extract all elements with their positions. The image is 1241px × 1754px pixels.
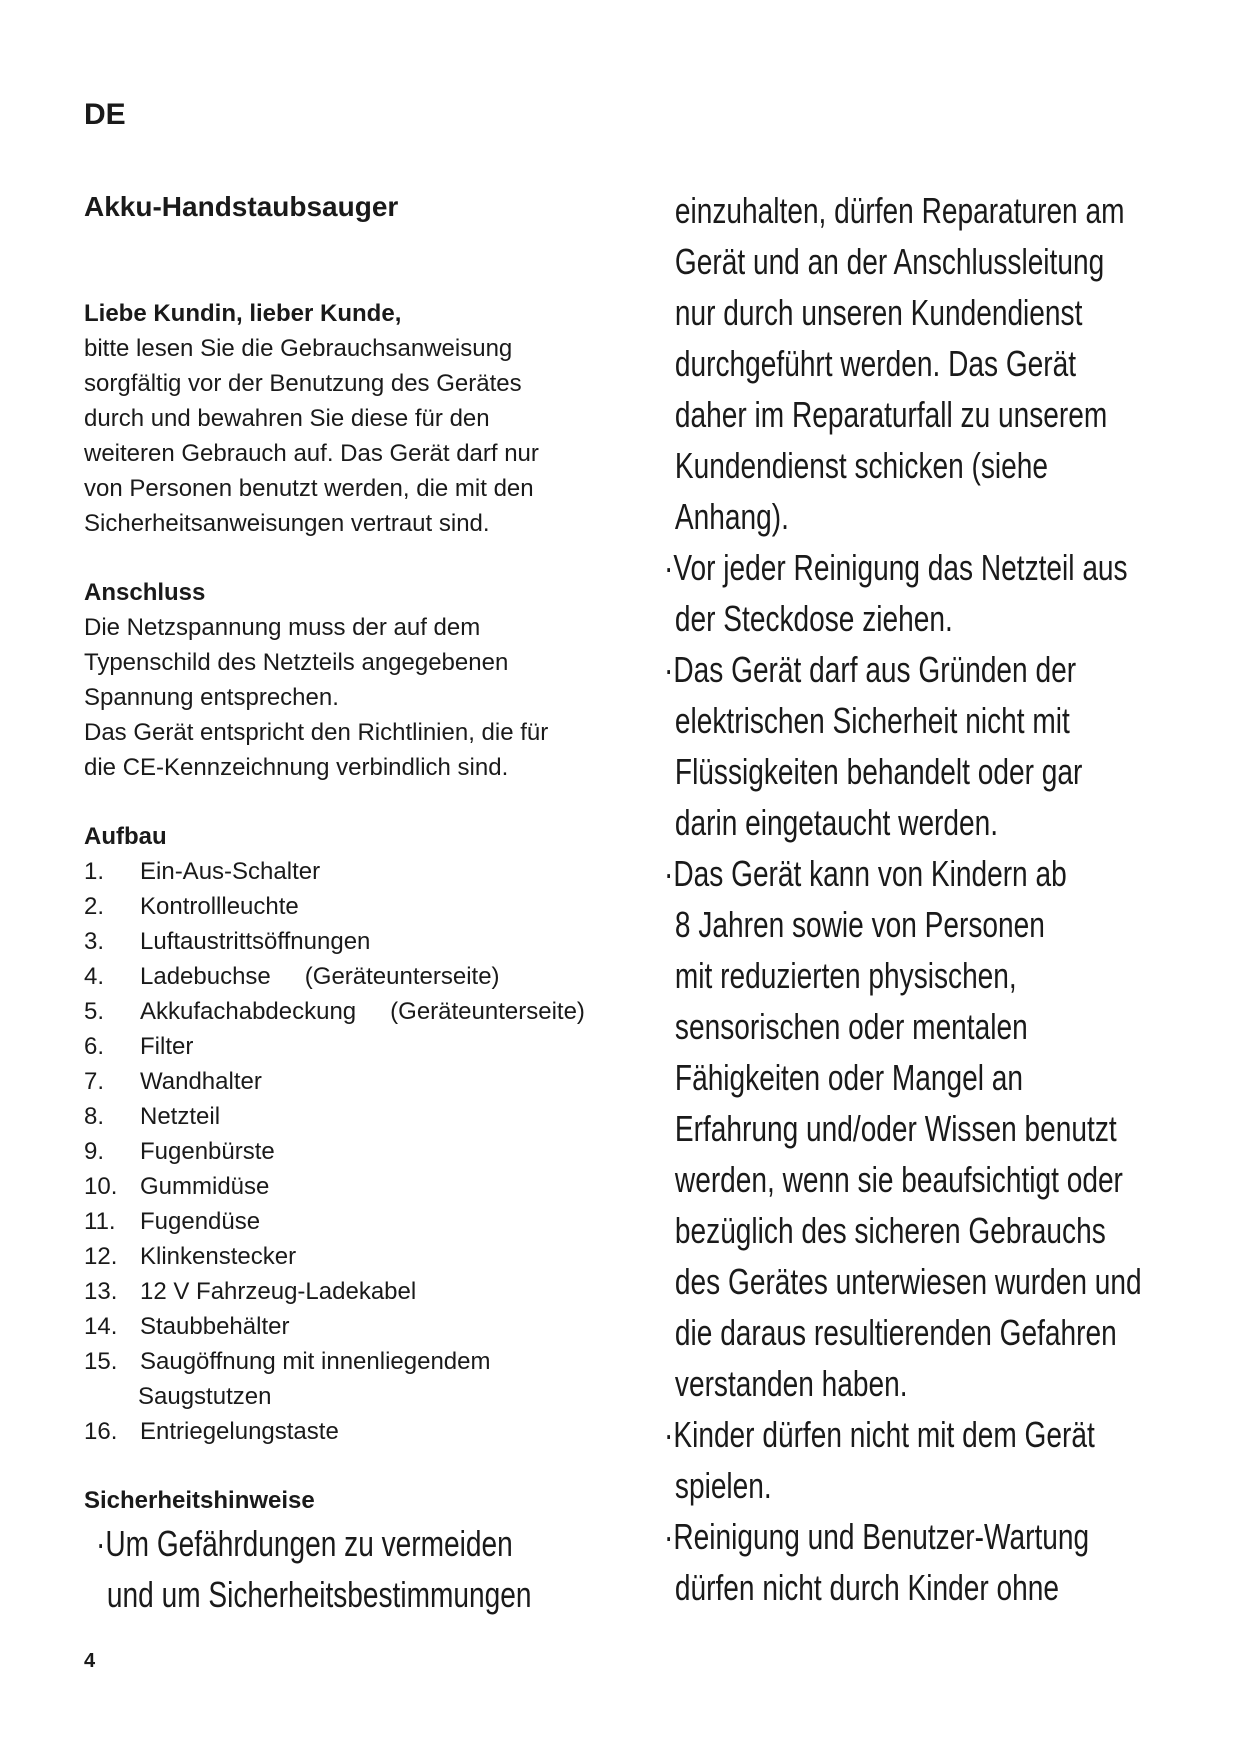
greeting: Liebe Kundin, lieber Kunde, (84, 300, 402, 327)
safety-line-text: durchgeführt werden. Das Gerät (674, 343, 1077, 384)
safety-line (96, 1518, 523, 1569)
safety-line (664, 1154, 1142, 1205)
anschluss-line: Typenschild des Netzteils angegebenen (84, 649, 509, 676)
part-number: 9. (84, 1138, 105, 1165)
safety-line (664, 338, 1142, 389)
safety-line-text: dürfen nicht durch Kinder ohne (674, 1567, 1059, 1608)
part-number: 2. (84, 893, 105, 920)
anschluss-line: die CE-Kennzeichnung verbindlich sind. (84, 754, 509, 781)
bullet: · (664, 1414, 674, 1455)
part-number: 1. (84, 858, 105, 885)
safety-line (664, 593, 1142, 644)
safety-line (664, 1460, 1142, 1511)
safety-line-text: Kinder dürfen nicht mit dem Gerät (673, 1414, 1095, 1455)
part-number: 3. (84, 928, 105, 955)
safety-text-right (664, 185, 1142, 1613)
safety-line-text: nur durch unseren Kundendienst (674, 292, 1083, 333)
bullet: · (664, 649, 674, 690)
safety-line (664, 491, 1142, 542)
part-number: 14. (84, 1313, 118, 1340)
part-number: 10. (84, 1173, 118, 1200)
safety-line-text: bezüglich des sicheren Gebrauchs (674, 1210, 1106, 1251)
part-number: 13. (84, 1278, 118, 1305)
safety-line-text: daher im Reparaturfall zu unserem (674, 394, 1108, 435)
part-name: Ladebuchse (140, 963, 271, 990)
safety-line-text: Vor jeder Reinigung das Netzteil aus (673, 547, 1128, 588)
part-number: 6. (84, 1033, 105, 1060)
document-title: Akku-Handstaubsauger (84, 191, 399, 222)
safety-line-text: darin eingetaucht werden. (674, 802, 999, 843)
page-number: 4 (84, 1650, 96, 1672)
safety-line (664, 1052, 1142, 1103)
safety-line (664, 1562, 1142, 1613)
safety-line (664, 644, 1142, 695)
safety-line (664, 440, 1142, 491)
safety-line (664, 1001, 1142, 1052)
safety-line (664, 1409, 1142, 1460)
safety-line-text: spielen. (674, 1465, 772, 1506)
safety-line (664, 287, 1142, 338)
part-item (84, 1099, 644, 1134)
safety-line-text: Flüssigkeiten behandelt oder gar (674, 751, 1083, 792)
bullet: · (664, 853, 674, 894)
aufbau-heading: Aufbau (84, 823, 167, 850)
part-item (84, 889, 644, 924)
anschluss-paragraph (84, 610, 644, 785)
safety-line-text: verstanden haben. (674, 1363, 908, 1404)
safety-line-text: Das Gerät kann von Kindern ab (673, 853, 1067, 894)
part-number: 15. (84, 1348, 118, 1375)
safety-line (664, 185, 1142, 236)
safety-line (664, 797, 1142, 848)
part-name: Fugendüse (140, 1208, 261, 1235)
safety-line-text: Reinigung und Benutzer-Wartung (673, 1516, 1090, 1557)
part-note: (Geräteunterseite) (390, 998, 585, 1025)
safety-line (664, 746, 1142, 797)
safety-line-text: Um Gefährdungen zu vermeiden (105, 1523, 513, 1564)
part-number: 5. (84, 998, 105, 1025)
bullet: · (96, 1523, 106, 1564)
safety-line-text: Fähigkeiten oder Mangel an (674, 1057, 1024, 1098)
part-item (84, 1414, 644, 1449)
intro-paragraph (84, 331, 644, 541)
safety-line (664, 542, 1142, 593)
bullet: · (664, 1516, 674, 1557)
safety-line-text: und um Sicherheitsbestimmungen (106, 1574, 532, 1615)
safety-line-text: Erfahrung und/oder Wissen benutzt (674, 1108, 1117, 1149)
part-item (84, 994, 644, 1029)
part-item (84, 1029, 644, 1064)
part-item (84, 959, 644, 994)
part-name-continuation: Saugstutzen (138, 1383, 272, 1410)
part-name: Kontrollleuchte (140, 893, 299, 920)
safety-line-text: Kundendienst schicken (siehe (674, 445, 1049, 486)
safety-line-text: einzuhalten, dürfen Reparaturen am (674, 190, 1125, 231)
part-name: Staubbehälter (140, 1313, 290, 1340)
safety-line (664, 1256, 1142, 1307)
part-name: Klinkenstecker (140, 1243, 297, 1270)
safety-line-text: sensorischen oder mentalen (674, 1006, 1028, 1047)
part-item (84, 1274, 644, 1309)
part-name: Entriegelungstaste (140, 1418, 339, 1445)
part-number: 7. (84, 1068, 105, 1095)
intro-line: bitte lesen Sie die Gebrauchsanweisung (84, 335, 513, 362)
anschluss-line: Das Gerät entspricht den Richtlinien, die für (84, 719, 549, 746)
part-name: Wandhalter (140, 1068, 262, 1095)
safety-line-text: der Steckdose ziehen. (674, 598, 953, 639)
language-label: DE (84, 98, 126, 131)
anschluss-line: Die Netzspannung muss der auf dem (84, 614, 481, 641)
safety-line (664, 695, 1142, 746)
safety-line-text: Das Gerät darf aus Gründen der (673, 649, 1077, 690)
part-name: Fugenbürste (140, 1138, 275, 1165)
part-name: Luftaustrittsöffnungen (140, 928, 371, 955)
part-name: Akkufachabdeckung (140, 998, 357, 1025)
bullet: · (664, 547, 674, 588)
part-number: 8. (84, 1103, 105, 1130)
safety-line-text: elektrischen Sicherheit nicht mit (674, 700, 1070, 741)
safety-line-text: des Gerätes unterwiesen wurden und (674, 1261, 1142, 1302)
part-name: Gummidüse (140, 1173, 270, 1200)
safety-line (96, 1569, 532, 1620)
safety-line (664, 848, 1142, 899)
part-item (84, 1344, 644, 1414)
part-item (84, 924, 644, 959)
part-name: 12 V Fahrzeug-Ladekabel (140, 1278, 417, 1305)
safety-line (664, 1103, 1142, 1154)
intro-line: von Personen benutzt werden, die mit den (84, 475, 534, 502)
safety-line (664, 1205, 1142, 1256)
safety-line-text: mit reduzierten physischen, (674, 955, 1017, 996)
safety-line (664, 1358, 1142, 1409)
part-name: Ein-Aus-Schalter (140, 858, 321, 885)
safety-line-text: Anhang). (674, 496, 789, 537)
intro-line: Sicherheitsanweisungen vertraut sind. (84, 510, 490, 537)
safety-line (664, 1307, 1142, 1358)
safety-line-text: Gerät und an der Anschlussleitung (674, 241, 1105, 282)
intro-line: durch und bewahren Sie diese für den (84, 405, 490, 432)
part-item (84, 1134, 644, 1169)
part-number: 12. (84, 1243, 118, 1270)
safety-line-text: werden, wenn sie beaufsichtigt oder (674, 1159, 1123, 1200)
part-item (84, 854, 644, 889)
part-name: Saugöffnung mit innenliegendem (140, 1348, 491, 1375)
left-column (84, 190, 644, 1620)
part-item (84, 1169, 644, 1204)
safety-line-text: die daraus resultierenden Gefahren (674, 1312, 1117, 1353)
intro-line: sorgfältig vor der Benutzung des Gerätes (84, 370, 522, 397)
safety-line (664, 236, 1142, 287)
safety-line (664, 389, 1142, 440)
part-note: (Geräteunterseite) (304, 963, 500, 990)
safety-text-left (96, 1518, 532, 1620)
part-name: Netzteil (140, 1103, 221, 1130)
safety-line-text: 8 Jahren sowie von Personen (674, 904, 1045, 945)
part-number: 16. (84, 1418, 118, 1445)
part-item (84, 1309, 644, 1344)
intro-line: weiteren Gebrauch auf. Das Gerät darf nur (84, 440, 539, 467)
safety-line (664, 1511, 1142, 1562)
part-item (84, 1204, 644, 1239)
anschluss-heading: Anschluss (84, 579, 206, 606)
part-name: Filter (140, 1033, 194, 1060)
safety-line (664, 950, 1142, 1001)
part-number: 11. (84, 1208, 116, 1235)
part-item (84, 1239, 644, 1274)
parts-list (84, 854, 644, 1449)
right-column (664, 185, 1241, 1613)
anschluss-line: Spannung entsprechen. (84, 684, 339, 711)
safety-line (664, 899, 1142, 950)
part-number: 4. (84, 963, 105, 990)
safety-heading: Sicherheitshinweise (84, 1487, 315, 1514)
part-item (84, 1064, 644, 1099)
